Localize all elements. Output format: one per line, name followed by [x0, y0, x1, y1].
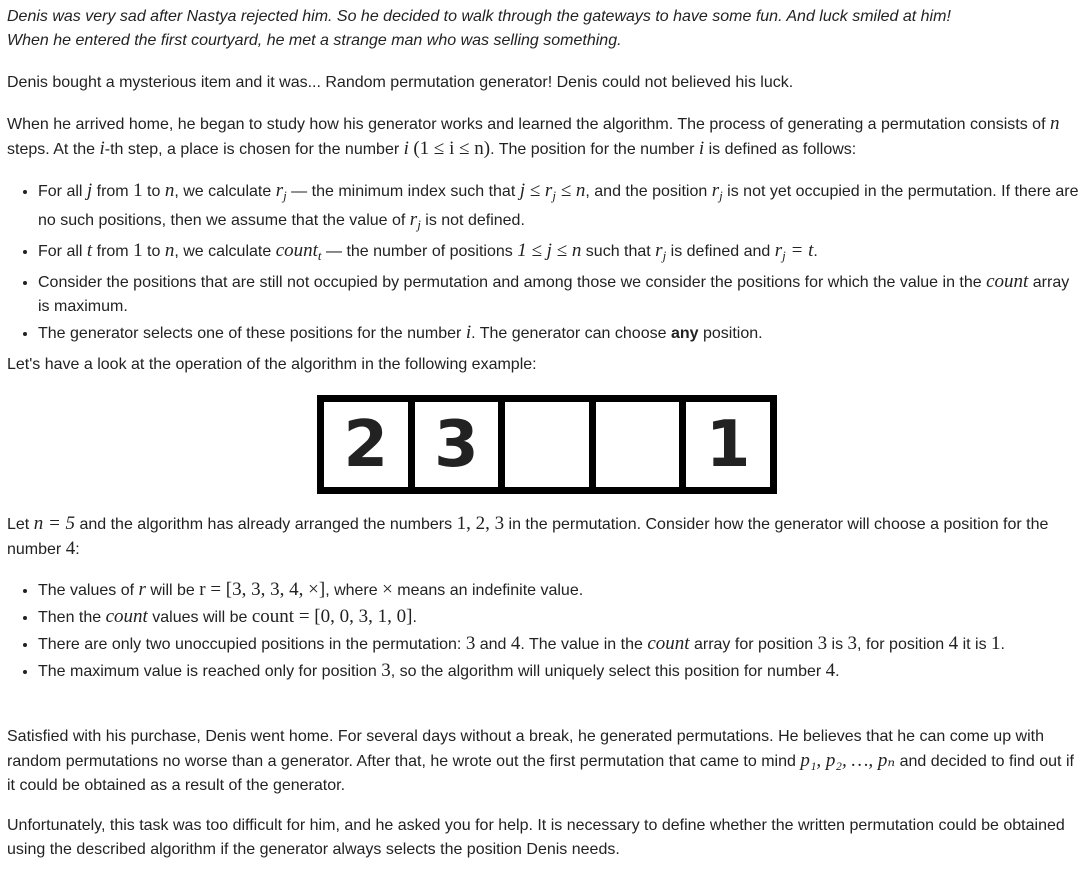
example-list: [7, 578, 1083, 686]
list-item: • The generator selects one of these positions for the number i. The generator can choose any position.: [38, 321, 1083, 346]
list-item: • The maximum value is reached only for position 3, so the algorithm will uniquely select this position for number 4.: [38, 659, 1083, 684]
list-item: • Then the count values will be count = [0, 0, 3, 1, 0].: [38, 605, 1083, 630]
let-paragraph: Let n = 5 and the algorithm has already arranged the numbers 1, 2, 3 in the permutation. Consider how the generator will choose a position for the number 4:: [7, 513, 1049, 559]
permutation-cell: 1: [686, 402, 770, 487]
intro-line-2: When he entered the first courtyard, he met a strange man who was selling something.: [7, 32, 622, 49]
list-item: • The values of r will be r = [3, 3, 3, 4, ×], where × means an indefinite value.: [38, 578, 1083, 603]
unfortunately-paragraph: Unfortunately, this task was too difficult for him, and he asked you for help. It is necessary to define whether the written permutation could be obtained using the described algorithm if the generator always selects the position Denis needs.: [7, 817, 1065, 858]
permutation-figure: [317, 395, 777, 494]
list-item: • For all t from 1 to n, we calculate count$_t$ — the number of positions 1 ≤ j ≤ n such that $r_j$ is defined and $r_j = t$.: [38, 239, 1083, 268]
permutation-cell: 3: [415, 402, 499, 487]
permutation-cell: [596, 402, 680, 487]
algorithm-paragraph: When he arrived home, he began to study how his generator works and learned the algorithm. The process of generating a permutation consists of n steps. At the i-th step, a place is chosen for the number i (1 ≤ i ≤ n). The position for the number i is defined as follows:: [7, 113, 1060, 159]
list-item: • There are only two unoccupied positions in the permutation: 3 and 4. The value in the count array for position 3 is 3, for position 4 it is 1.: [38, 632, 1083, 657]
permutation-cell: [505, 402, 589, 487]
intro-line-1: Denis was very sad after Nastya rejected him. So he decided to walk through the gateways to have some fun. And luck smiled at him!: [7, 8, 951, 25]
list-item: • Consider the positions that are still not occupied by permutation and among those we consider the positions for which the value in the count array is maximum.: [38, 270, 1083, 319]
permutation-cell: 2: [324, 402, 408, 487]
example-intro: Let's have a look at the operation of the algorithm in the following example:: [7, 356, 537, 373]
intro-paragraph: [7, 5, 1083, 53]
rules-list: [7, 179, 1083, 348]
bought-paragraph: Denis bought a mysterious item and it was... Random permutation generator! Denis could not believed his luck.: [7, 74, 794, 91]
satisfied-paragraph: Satisfied with his purchase, Denis went home. For several days without a break, he generated permutations. He believes that he can come up with random permutations no worse than a generator. After that, he wrote out the first permutation that came to mind p₁, p₂, …, pₙ and decided to find out if it could be obtained as a result of the generator.: [7, 728, 1074, 794]
list-item: • For all j from 1 to n, we calculate $r_j$ — the minimum index such that $j \le r_j \le n$, and the position $r_j$ is not yet occupied in the permutation. If there are no such positions, then we assume that the value of $r_j$ is not defined.: [38, 179, 1083, 237]
